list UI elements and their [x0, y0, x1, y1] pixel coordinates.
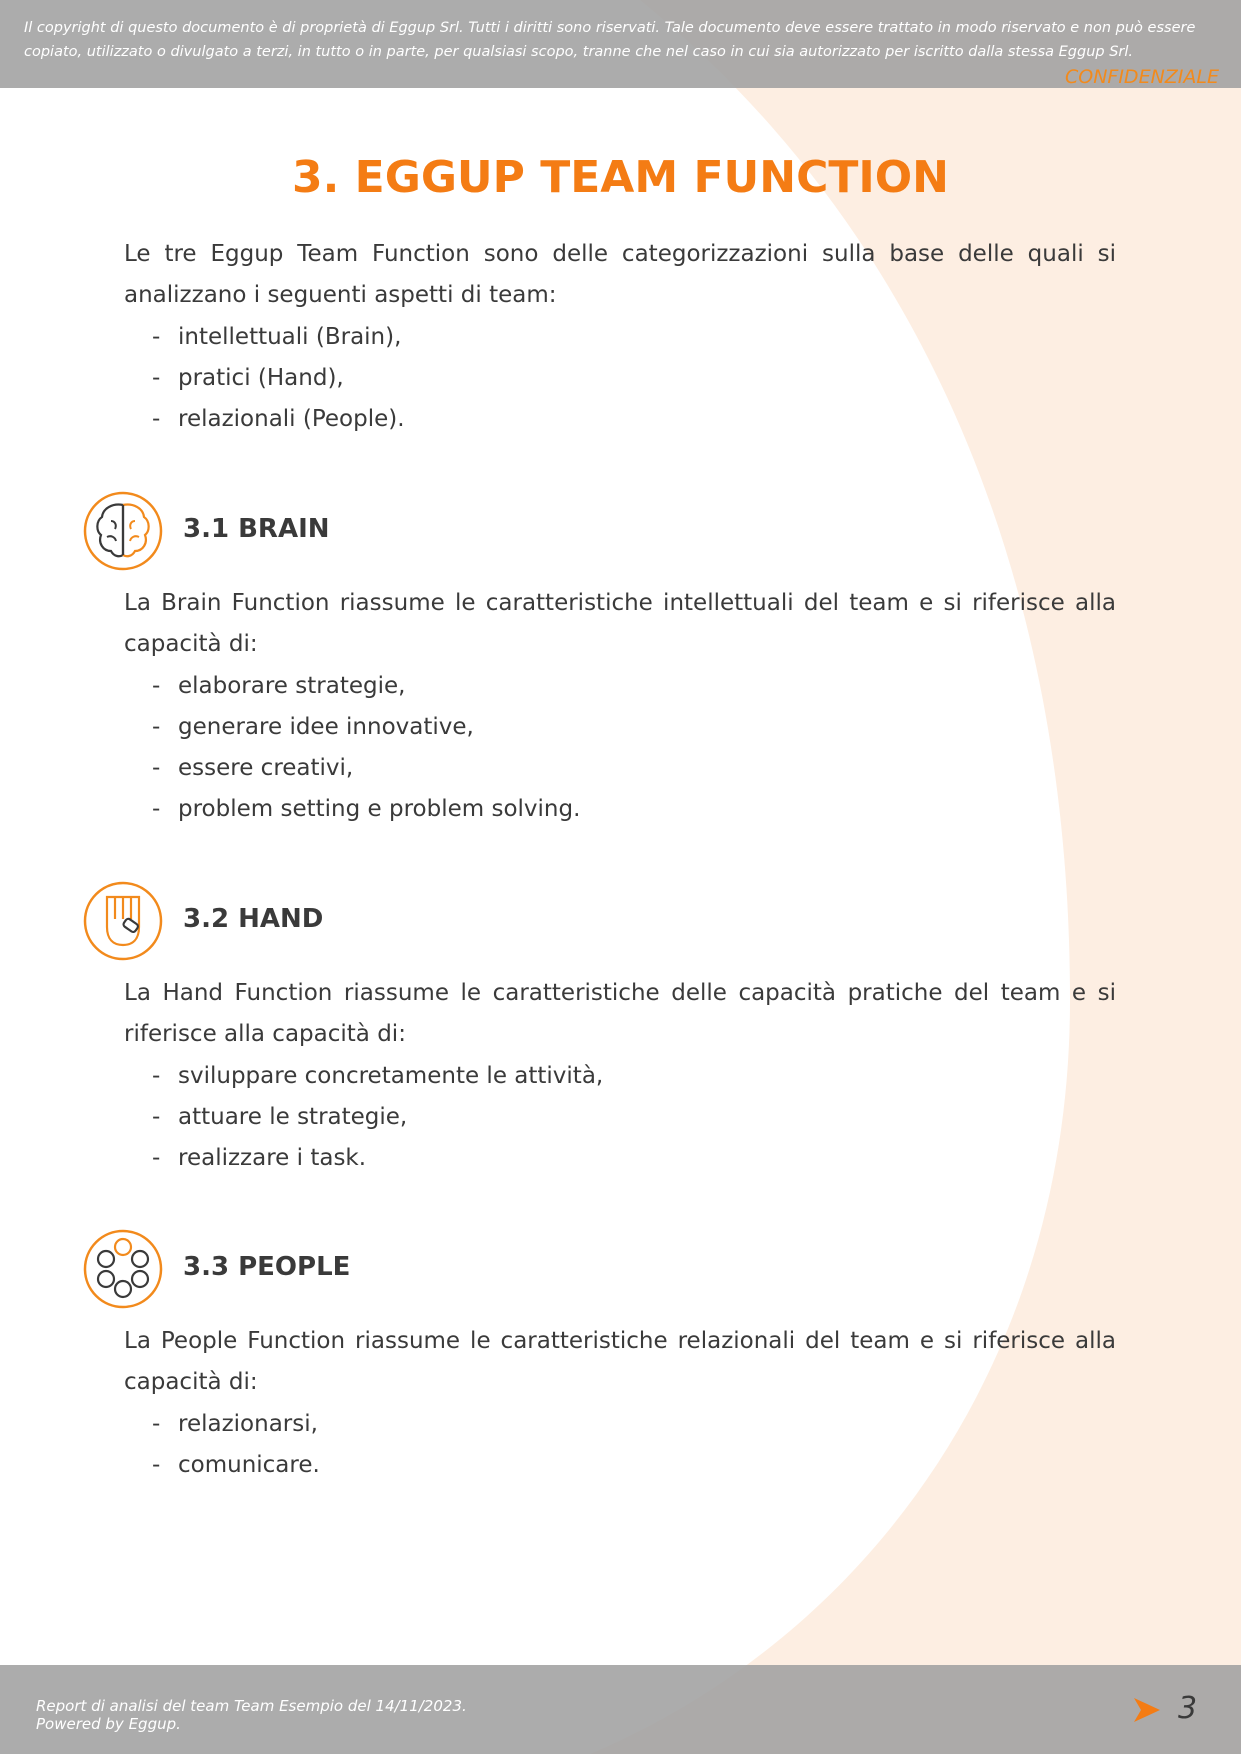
list-item-text: realizzare i task.	[178, 1145, 367, 1171]
bullet-dash: -	[152, 755, 161, 781]
list-item	[152, 666, 580, 707]
list-item	[152, 1138, 603, 1179]
list-item-text: essere creativi,	[178, 755, 354, 781]
bullet-dash: -	[152, 714, 161, 740]
intro-list	[152, 317, 405, 440]
list-item-text: relazionarsi,	[178, 1411, 318, 1437]
section-paragraph-people: La People Function riassume le caratteristiche relazionali del team e si riferisce alla capacità di:	[124, 1328, 1116, 1395]
list-item	[152, 1445, 320, 1486]
section-list-hand	[152, 1056, 603, 1179]
confidential-label: CONFIDENZIALE	[1064, 66, 1219, 88]
list-item-text: attuare le strategie,	[178, 1104, 408, 1130]
list-item	[152, 1404, 320, 1445]
list-item	[152, 317, 405, 358]
section-paragraph-hand: La Hand Function riassume le caratteristiche delle capacità pratiche del team e si riferisce alla capacità di:	[124, 980, 1116, 1047]
list-item-text: elaborare strategie,	[178, 673, 406, 699]
bullet-dash: -	[152, 365, 161, 391]
brain-icon	[83, 491, 163, 571]
page-number: 3	[1178, 1691, 1198, 1726]
list-item	[152, 748, 580, 789]
section-title-hand: 3.2 HAND	[183, 904, 324, 934]
list-item-text: pratici (Hand),	[178, 365, 344, 391]
list-item	[152, 789, 580, 830]
section-list-people	[152, 1404, 320, 1486]
list-item-text: relazionali (People).	[178, 406, 405, 432]
list-item	[152, 707, 580, 748]
bullet-dash: -	[152, 1063, 161, 1089]
powered-by: Powered by Eggup.	[36, 1715, 181, 1733]
bullet-dash: -	[152, 796, 161, 822]
hand-icon	[83, 881, 163, 961]
list-item	[152, 358, 405, 399]
bullet-dash: -	[152, 1411, 161, 1437]
list-item-text: problem setting e problem solving.	[178, 796, 581, 822]
bullet-dash: -	[152, 673, 161, 699]
bullet-dash: -	[152, 1104, 161, 1130]
list-item-text: intellettuali (Brain),	[178, 324, 402, 350]
list-item	[152, 1097, 603, 1138]
page-title: 3. EGGUP TEAM FUNCTION	[292, 152, 949, 203]
bullet-dash: -	[152, 324, 161, 350]
section-title-people: 3.3 PEOPLE	[183, 1252, 351, 1282]
section-paragraph-brain: La Brain Function riassume le caratteristiche intellettuali del team e si riferisce alla capacità di:	[124, 590, 1116, 657]
bullet-dash: -	[152, 1145, 161, 1171]
list-item-text: comunicare.	[178, 1452, 320, 1478]
section-title-brain: 3.1 BRAIN	[183, 514, 330, 544]
list-item-text: sviluppare concretamente le attività,	[178, 1063, 604, 1089]
people-icon	[83, 1229, 163, 1309]
bullet-dash: -	[152, 406, 161, 432]
intro-paragraph: Le tre Eggup Team Function sono delle categorizzazioni sulla base delle quali si analizzano i seguenti aspetti di team:	[124, 241, 1116, 308]
bullet-dash: -	[152, 1452, 161, 1478]
list-item	[152, 399, 405, 440]
copyright-notice: Il copyright di questo documento è di proprietà di Eggup Srl. Tutti i diritti sono riservati. Tale documento deve essere trattato in modo riservato e non può essere copiato, utilizzato o divulgato a terzi, in tutto o in parte, per qualsiasi scopo, tranne che nel caso in cui sia autorizzato per iscritto dalla stessa Eggup Srl.	[24, 20, 1196, 60]
list-item	[152, 1056, 603, 1097]
list-item-text: generare idee innovative,	[178, 714, 474, 740]
section-list-brain	[152, 666, 580, 830]
report-info: Report di analisi del team Team Esempio del 14/11/2023.	[36, 1697, 467, 1715]
